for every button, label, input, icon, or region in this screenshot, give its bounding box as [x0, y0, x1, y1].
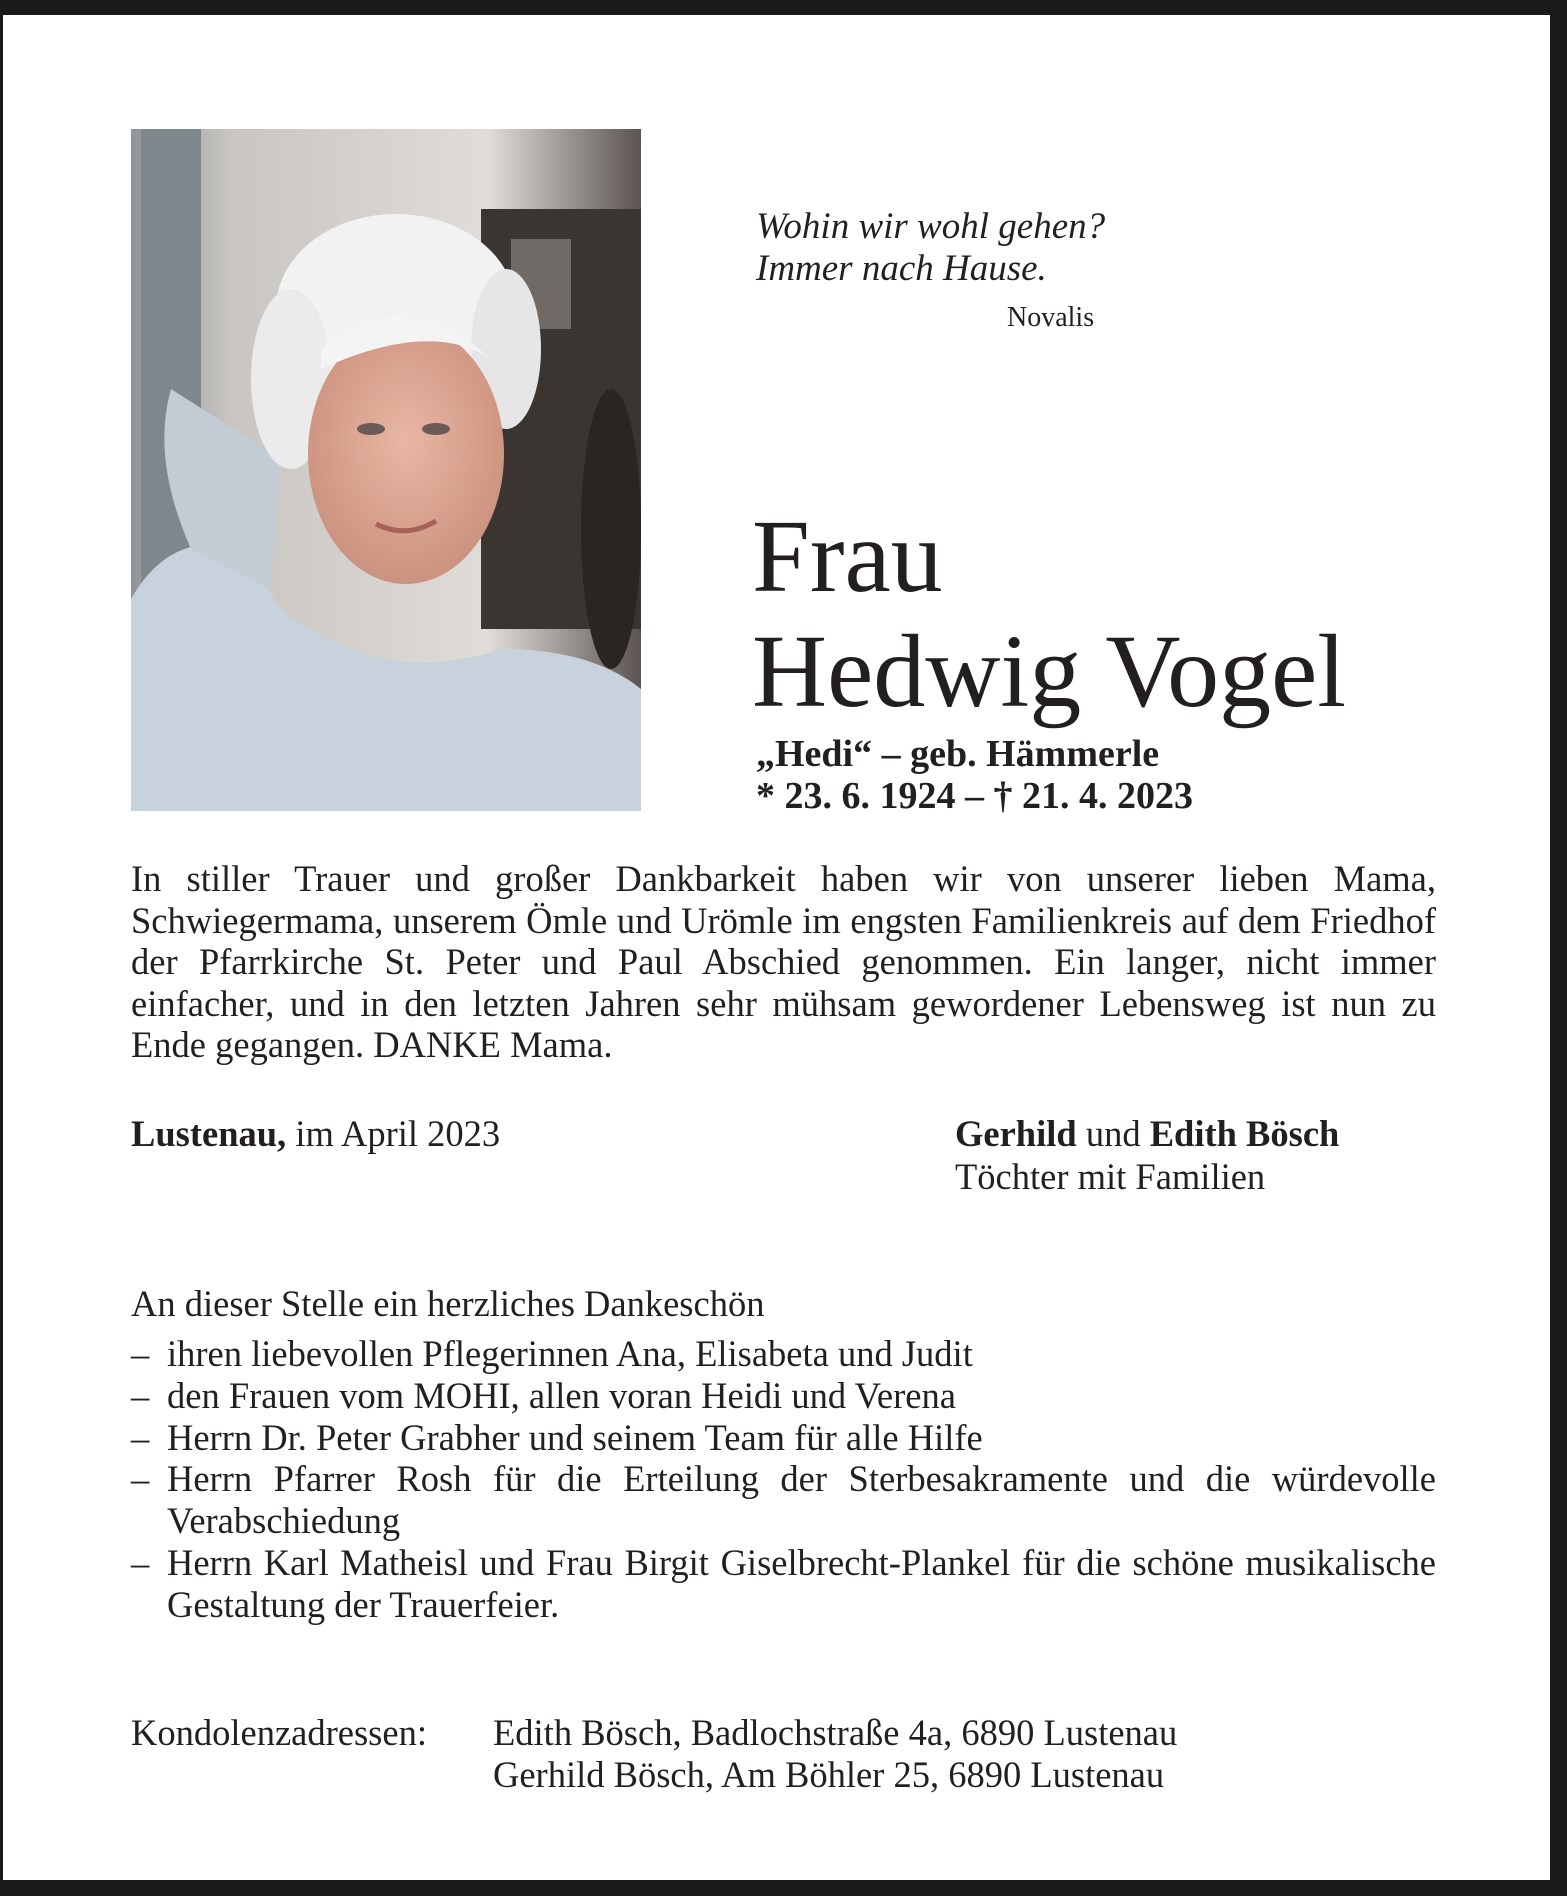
- list-item: [131, 1375, 1436, 1417]
- list-item: [131, 1542, 1436, 1626]
- condolence-address-2: Gerhild Bösch, Am Böhler 25, 6890 Lustenau: [493, 1754, 1165, 1795]
- list-item-text: ihren liebevollen Pflegerinnen Ana, Elisabeta und Judit: [167, 1333, 973, 1374]
- deceased-dates: * 23. 6. 1924 – † 21. 4. 2023: [756, 775, 1193, 817]
- signatories-relation: Töchter mit Familien: [955, 1156, 1266, 1197]
- list-item-text: Herrn Karl Matheisl und Frau Birgit Giselbrecht-Plankel für die schöne musikalische Gestaltung der Trauerfeier.: [167, 1541, 1436, 1625]
- list-item-text: den Frauen vom MOHI, allen voran Heidi und Verena: [167, 1374, 956, 1416]
- signatories: [955, 1112, 1339, 1155]
- list-item-text: Herrn Dr. Peter Grabher und seinem Team für alle Hilfe: [167, 1416, 983, 1458]
- deceased-nickname: „Hedi“ – geb. Hämmerle: [756, 733, 1160, 775]
- quote-author: Novalis: [1007, 302, 1095, 333]
- dash: –: [131, 1333, 150, 1374]
- thanks-intro: An dieser Stelle ein herzliches Dankeschön: [131, 1283, 765, 1324]
- place: Lustenau,: [131, 1113, 287, 1154]
- quote-line-1: Wohin wir wohl gehen?: [756, 206, 1106, 247]
- deceased-name: Hedwig Vogel: [752, 614, 1347, 729]
- dash: –: [131, 1416, 150, 1458]
- list-item: [131, 1333, 1436, 1375]
- list-item: [131, 1417, 1436, 1459]
- quote: [756, 206, 1105, 290]
- signatory-1: Gerhild: [955, 1113, 1077, 1154]
- date: im April 2023: [295, 1113, 501, 1154]
- condolences-label: Kondolenzadressen:: [131, 1712, 427, 1753]
- place-date: [131, 1112, 500, 1155]
- quote-line-2: Immer nach Hause.: [756, 248, 1047, 289]
- signatory-2: Edith Bösch: [1149, 1113, 1340, 1154]
- dash: –: [131, 1458, 150, 1500]
- condolence-address-1: Edith Bösch, Badlochstraße 4a, 6890 Lustenau: [493, 1712, 1178, 1753]
- dash: –: [131, 1374, 150, 1416]
- thanks-list: [131, 1333, 1436, 1626]
- dash: –: [131, 1541, 150, 1583]
- portrait-photo-icon: [131, 129, 641, 811]
- deceased-title: Frau: [752, 499, 943, 614]
- and: und: [1085, 1113, 1141, 1154]
- portrait-photo: [131, 129, 641, 811]
- announcement-text: In stiller Trauer und großer Dankbarkeit haben wir von unserer lieben Mama, Schwiegermama, unserem Ömle und Urömle im engsten Familienkreis auf dem Friedhof der Pfarrkirche St. Peter und Paul Abschied genommen. Ein langer, nicht immer einfacher, und in den letzten Jahren sehr mühsam gewordener Lebensweg ist nun zu Ende gegangen. DANKE Mama.: [131, 858, 1436, 1066]
- list-item: [131, 1458, 1436, 1542]
- list-item-text: Herrn Pfarrer Rosh für die Erteilung der Sterbesakramente und die würdevolle Verabschiedung: [167, 1458, 1436, 1542]
